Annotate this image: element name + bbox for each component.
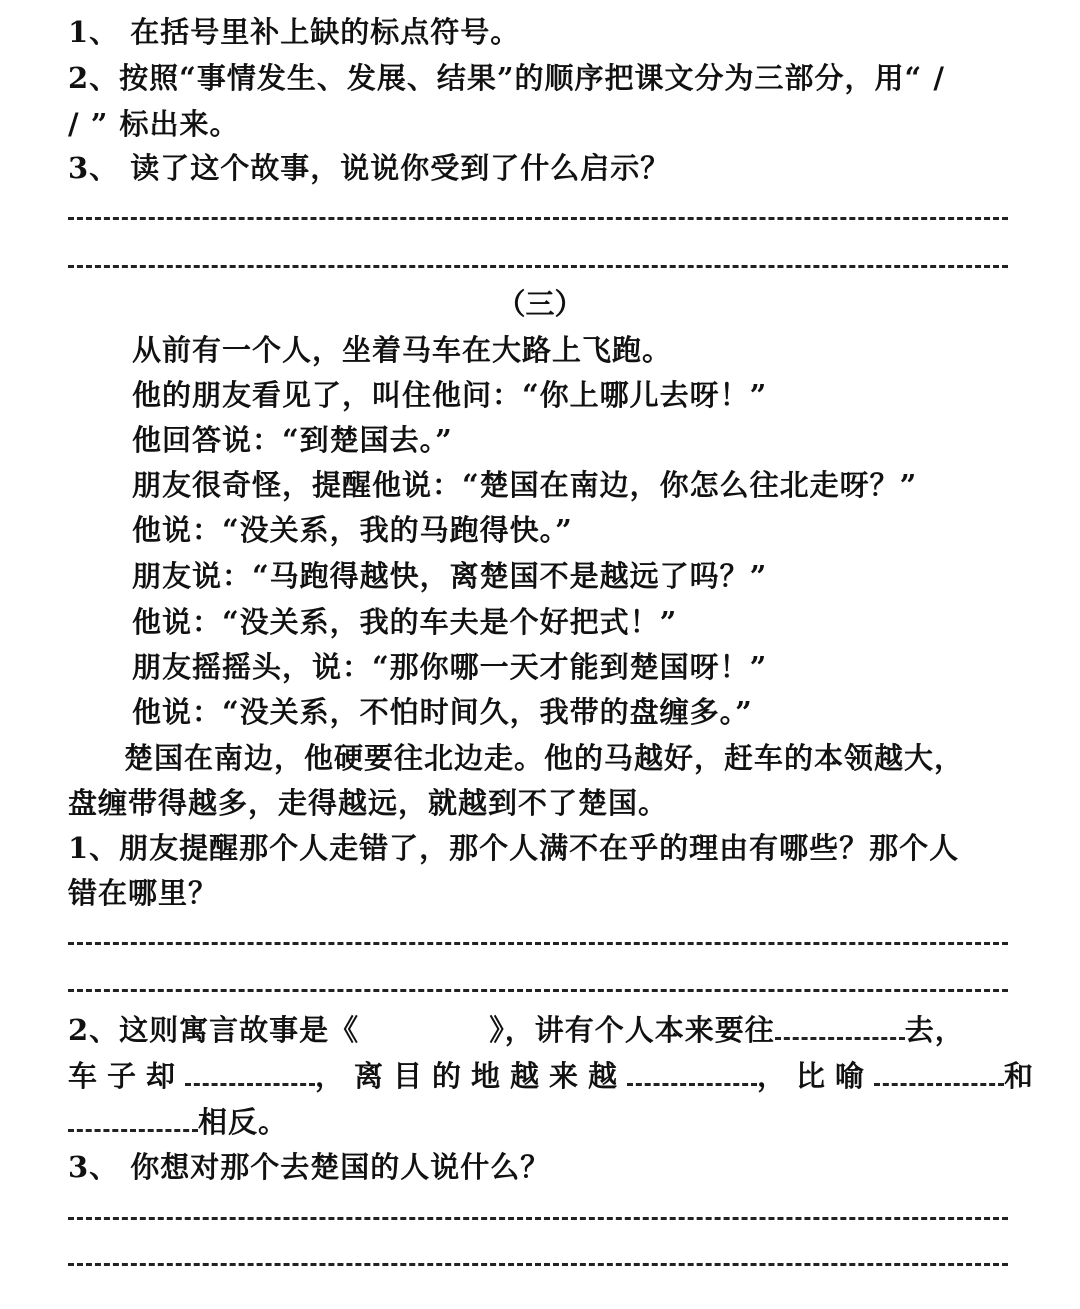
question-text: 2、这则寓言故事是《	[68, 1013, 360, 1047]
story-line: 从前有一个人，坐着马车在大路上飞跑。	[132, 333, 673, 367]
question-text: 和	[1004, 1059, 1044, 1093]
question-1-punctuation: 1、 在括号里补上缺的标点符号。	[68, 15, 521, 49]
section-title: （三）	[496, 287, 584, 321]
question-text: 相反。	[198, 1105, 289, 1139]
fill-blank-metaphor-a[interactable]	[874, 1057, 1004, 1086]
fill-blank-wrong-direction[interactable]	[185, 1057, 315, 1086]
story-line: 他回答说：“到楚国去。”	[132, 423, 453, 457]
question-text: 去，	[904, 1013, 965, 1047]
section3-question-1-line2: 错在哪里？	[68, 876, 219, 910]
story-line: 朋友摇摇头，说：“那你哪一天才能到楚国呀！”	[132, 650, 768, 684]
story-line: 他说：“没关系，不怕时间久，我带的盘缠多。”	[132, 695, 753, 729]
section3-question-1-line1: 1、朋友提醒那个人走错了，那个人满不在乎的理由有哪些？那个人	[68, 831, 960, 865]
question-2-divide-parts-line2: / ” 标出来。	[68, 107, 240, 141]
answer-line[interactable]	[68, 989, 1008, 992]
question-2-divide-parts-line1: 2、按照“事情发生、发展、结果”的顺序把课文分为三部分，用“ /	[68, 61, 945, 95]
section3-question-3: 3、 你想对那个去楚国的人说什么？	[68, 1150, 551, 1184]
answer-line[interactable]	[68, 942, 1008, 945]
section3-question-2-line3	[68, 1102, 288, 1142]
section3-question-2-line1	[68, 1010, 965, 1050]
fill-blank-metaphor-b[interactable]	[68, 1103, 198, 1132]
story-line: 朋友很奇怪，提醒他说：“楚国在南边，你怎么往北走呀？”	[132, 468, 918, 502]
answer-line[interactable]	[68, 1217, 1008, 1220]
question-text: 》，讲有个人本来要往	[489, 1013, 775, 1047]
fill-blank-distance[interactable]	[627, 1057, 757, 1086]
story-line: 他的朋友看见了，叫住他问：“你上哪儿去呀！”	[132, 378, 768, 412]
question-text: ，离目的地越来越	[315, 1059, 628, 1093]
question-text: ，比喻	[757, 1059, 875, 1093]
story-line: 朋友说：“马跑得越快，离楚国不是越远了吗？”	[132, 559, 768, 593]
question-3-inspiration: 3、 读了这个故事，说说你受到了什么启示？	[68, 151, 671, 185]
question-text: 车子却	[68, 1059, 186, 1093]
section3-question-2-line2	[68, 1056, 1043, 1096]
summary-line: 楚国在南边，他硬要往北边走。他的马越好，赶车的本领越大，	[124, 741, 965, 775]
fill-blank-direction[interactable]	[775, 1011, 905, 1040]
answer-line[interactable]	[68, 265, 1008, 268]
answer-line[interactable]	[68, 217, 1008, 220]
story-line: 他说：“没关系，我的车夫是个好把式！”	[132, 605, 678, 639]
summary-line: 盘缠带得越多，走得越远，就越到不了楚国。	[68, 786, 669, 820]
story-line: 他说：“没关系，我的马跑得快。”	[132, 513, 573, 547]
answer-line[interactable]	[68, 1263, 1008, 1266]
